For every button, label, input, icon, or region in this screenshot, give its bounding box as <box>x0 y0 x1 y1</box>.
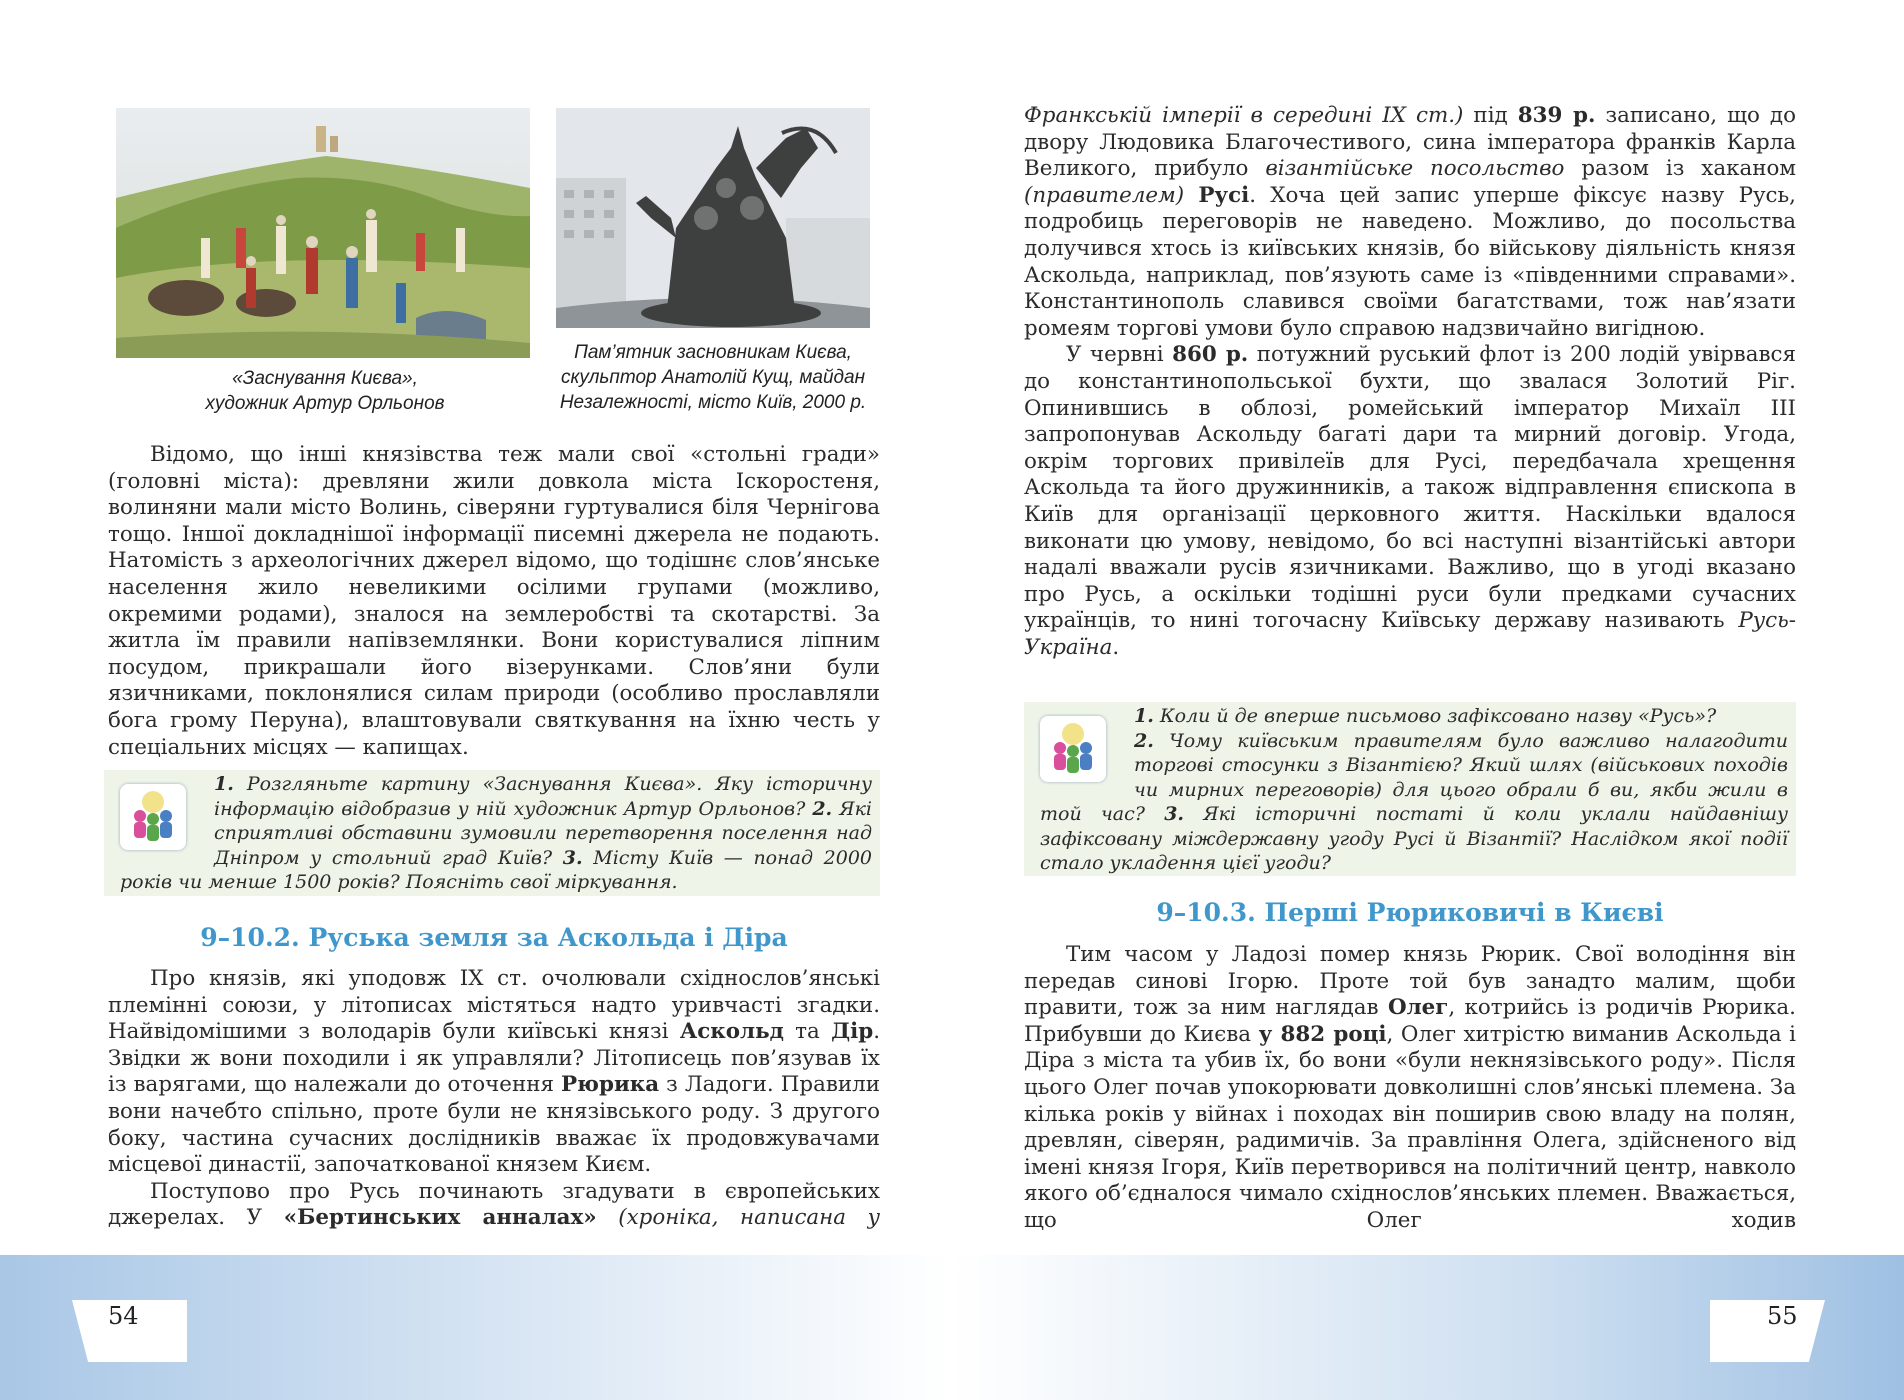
term-oleg: Олег <box>1387 995 1449 1021</box>
term-rus-ukraine: Русь-Україна <box>1024 608 1796 660</box>
italic-note: Франкській імперії в середині IX ст.) <box>1024 103 1464 128</box>
term-year-882: у 882 році <box>1258 1021 1387 1047</box>
painting-founding-of-kyiv <box>116 108 530 358</box>
question-3: Місту Київ — понад 2000 років чи менше 1500 років? Поясніть свої міркування. <box>120 846 872 893</box>
right-question-box <box>1024 702 1796 876</box>
question-text <box>1040 704 1788 876</box>
question-3: Які історичні постаті й коли уклали найдавнішу зафіксовану міждержавну угоду Русі й Візантії? Наслідком якої події стало укладення цієї угоди? <box>1040 803 1788 874</box>
text-span: . <box>1112 634 1120 660</box>
question-2: Чому київським правителям було важливо налагодити торгові стосунки з Візантією? Який шлях (військових походів чи мирних переговорів) для цього обрали б ви, якби жили в той час? <box>1040 729 1788 825</box>
section-heading-9-10-2: 9–10.2. Руська земля за Аскольда і Діра <box>200 923 788 952</box>
text-span: записано, що до двору Людовика Благочестивого, сина імператора франків Карла Великого, прибуло <box>1024 103 1796 182</box>
question-1: Розгляньте картину «Заснування Києва». Яку історичну інформацію відобразив у ній художник Артур Орльонов? <box>214 773 872 820</box>
text-span: . Звідки ж вони походили і як управляли? Літописець пов’язував їх із варягами, що належали до оточення <box>108 1019 880 1098</box>
term-year-860: 860 р. <box>1172 342 1249 368</box>
page-number: 54 <box>108 1302 139 1330</box>
icon-spacer <box>120 772 214 866</box>
text-span: Про князів, які уподовж IX ст. очолювали східнослов’янські племінні союзи, у літописах містяться надто уривчасті згадки. Найвідомішими з володарів були київські князі <box>108 966 880 1045</box>
italic-ruler: (правителем) <box>1024 182 1185 208</box>
monument-caption-line1: Пам’ятник засновникам Києва, <box>574 342 852 363</box>
text-span: потужний руський флот із 200 лодій увірвався до константинопольської бухти, що звалася Золотий Ріг. Опинившись в облозі, ромейський імператор Михаїл III запропонував Аскольду багаті дари та мирний договір. Угода, окрім торгових привілеїв для Русі, передбачала хрещення Аскольда та його дружинників, а також відправлення єпископа в Київ для організації церковного життя. Наскільки вдалося виконати цю умову, невідомо, бо всі наступні візантійські автори надалі вважали русів язичниками. Важливо, що в угоді вказано про Русь, а оскільки тодішні руси були предками сучасних українців, то нині тогочасну Київську державу називають <box>1024 342 1796 634</box>
paragraph-first-rurikids <box>1024 942 1796 1235</box>
term-askold: Аскольд <box>679 1019 784 1045</box>
term-dir: Дір <box>831 1019 874 1045</box>
question-1: Коли й де вперше письмово зафіксовано назву «Русь»? <box>1153 705 1717 727</box>
paragraph-embassy-839 <box>1024 103 1796 342</box>
paragraph-europe-sources <box>108 1179 880 1232</box>
icon-spacer <box>1040 704 1134 798</box>
text-span: , Олег хитрістю виманив Аскольда і Діра з міста та убив їх, бо вони «були некнязівського роду». Після цього Олег почав упокорювати довколишні слов’янські племена. За кілька років у війнах і походах він поширив свою владу на полян, древлян, сіверян, радимичів. За правління Олега, здійсненого від імені князя Ігоря, Київ перетворився на політичний центр, навколо якого об’єдналося чимало східнослов’янських племен. Вважається, що Олег ходив <box>1024 1021 1796 1233</box>
left-paragraph-1 <box>108 442 880 761</box>
question-number-3: 3. <box>562 846 583 869</box>
text-span: та <box>783 1019 832 1045</box>
monument-caption-line2: скульптор Анатолій Кущ, майдан <box>560 367 866 388</box>
text-span: , котрийсь із родичів Рюрика. Прибувши до Києва <box>1024 995 1796 1047</box>
question-number-1: 1. <box>214 773 234 795</box>
text-span: разом із хаканом <box>1564 156 1797 182</box>
question-text <box>120 772 872 895</box>
section-heading-9-10-3: 9–10.3. Перші Рюриковичі в Києві <box>1156 898 1664 927</box>
term-rusi: Русі <box>1198 182 1250 208</box>
italic-note: (хроніка, написана у <box>596 1205 881 1231</box>
text-span: під <box>1463 103 1518 128</box>
term-byzantine-embassy: візантійське посольство <box>1265 156 1565 182</box>
term-bertin-annals: «Бертинських анналах» <box>283 1205 597 1231</box>
text-span: Тим часом у Ладозі помер князь Рюрик. Свої володіння він передав синові Ігорю. Проте той був занадто малим, щоби правити, тож за ним наглядав <box>1024 942 1796 1021</box>
question-number-3: 3. <box>1164 803 1185 825</box>
text-span: Поступово про Русь починають згадувати в європейських джерелах. У <box>108 1178 880 1231</box>
text-span <box>1184 183 1198 208</box>
page-number: 55 <box>1767 1302 1798 1330</box>
painting-caption-line2: художник Артур Орльонов <box>205 393 445 414</box>
paragraph-text: Відомо, що інші князівства теж мали свої «стольні гради» (головні міста): древляни жили довкола міста Іскоростеня, волиняни мали місто Волинь, сіверяни гуртувалися біля Чернігова тощо. Іншої докладнішої інформації писемні джерела не подають. Натомість з археологічних джерел відомо, що тодішнє слов’янське населення жило невеликими осілими групами (можливо, окремими родами), зналося на землеробстві та скотарстві. За житла їм правили напівземлянки. Вони користувалися ліпним посудом, прикрашали його візерунками. Слов’яни були язичниками, поклонялися силам природи (особливо прославляли бога грому Перуна), влаштовували святкування на їхню честь у спеціальних місцях — капищах. <box>108 442 880 760</box>
paragraph-fleet-860 <box>1024 342 1796 661</box>
right-page <box>952 0 1904 1400</box>
painting-caption <box>150 366 500 416</box>
right-paragraphs-top <box>1024 103 1796 661</box>
monument-photo <box>556 108 870 328</box>
term-ruryk: Рюрика <box>560 1072 660 1098</box>
text-span: У червні <box>1066 342 1173 368</box>
left-paragraph-2 <box>108 966 880 1232</box>
paragraph-askold-dir <box>108 966 880 1179</box>
left-question-box <box>104 770 880 896</box>
monument-caption-line3: Незалежності, місто Київ, 2000 р. <box>559 392 867 413</box>
monument-caption <box>540 340 886 415</box>
question-number-2: 2. <box>1134 729 1154 752</box>
text-span: з Ладоги. Правили вони начебто спільно, проте були не князівського роду. З другого боку, частина сучасних дослідників вважає їх продовжувачами місцевої династії, започаткованої князем Києм. <box>108 1072 880 1178</box>
question-number-2: 2. <box>812 797 833 820</box>
question-number-1: 1. <box>1134 705 1154 727</box>
question-2: Які сприятливі обставини зумовили перетворення поселення над Дніпром у стольний град Київ? <box>214 797 872 869</box>
term-year-839: 839 р. <box>1517 103 1596 128</box>
text-span: . Хоча цей запис уперше фіксує назву Русь, подробиць переговорів не наведено. Можливо, до посольства долучився хтось із київських князів, бо військову діяльність князя Аскольда, наприклад, пов’язують саме із «південними справами». Константинополь славився своїми багатствами, тож нав’язати ромеям торгові умови було справою надзвичайно вигідною. <box>1024 182 1796 341</box>
right-paragraph-oleg <box>1024 942 1796 1235</box>
painting-caption-line1: «Заснування Києва», <box>232 368 418 389</box>
